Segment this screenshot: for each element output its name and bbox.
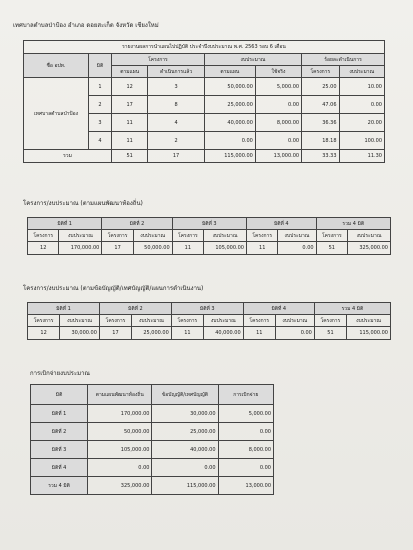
table-cell: 0.00 — [152, 459, 218, 477]
table-cell: 0.00 — [339, 96, 384, 114]
table-cell: 40,000.00 — [152, 441, 218, 459]
sub-header: งบประมาณ — [60, 315, 100, 327]
total-cell: 51 — [112, 150, 148, 163]
table-cell: 2 — [89, 96, 112, 114]
col-budget-plan: ตามแผน — [204, 66, 255, 78]
sub-header: โครงการ — [102, 230, 133, 242]
table-cell: 18.18 — [302, 132, 339, 150]
table-cell: 105,000.00 — [88, 441, 152, 459]
sub-header: โครงการ — [171, 315, 203, 327]
sub-header: โครงการ — [28, 230, 59, 242]
row-label: มิติที่ 2 — [31, 423, 88, 441]
table-cell: 2 — [148, 132, 205, 150]
table-cell: 17 — [99, 327, 131, 340]
table-cell: 50,000.00 — [133, 242, 172, 255]
table-cell: 47.06 — [302, 96, 339, 114]
col-quarter: มิติ — [89, 54, 112, 78]
sub-header: โครงการ — [172, 230, 203, 242]
sub-header: งบประมาณ — [278, 230, 316, 242]
total-cell: 13,000.00 — [255, 150, 301, 163]
document-header: เทศบาลตำบลป่าป้อง อำเภอ ดอยสะเก็ด จังหวัด เชียงใหม่ — [13, 22, 159, 29]
row-label: มิติที่ 4 — [31, 459, 88, 477]
table-cell: 0.00 — [278, 242, 316, 255]
table-cell: 100.00 — [339, 132, 384, 150]
table-cell: 50,000.00 — [88, 423, 152, 441]
col-budget-actual: ใช้จริง — [255, 66, 301, 78]
table-cell: 17 — [112, 96, 148, 114]
sub-header: งบประมาณ — [347, 315, 391, 327]
row-label: รวม 4 มิติ — [31, 477, 88, 495]
table-cell: 105,000.00 — [204, 242, 247, 255]
table-cell: 8,000.00 — [255, 114, 301, 132]
table-cell: 11 — [112, 132, 148, 150]
table-cell: 170,000.00 — [88, 405, 152, 423]
table-cell: 0.00 — [275, 327, 314, 340]
sub-header: โครงการ — [243, 315, 275, 327]
table-cell: 25,000.00 — [204, 96, 255, 114]
col-spent: การเบิกจ่าย — [218, 385, 273, 405]
plan-budget-table — [27, 217, 391, 255]
table-cell: 11 — [171, 327, 203, 340]
table-cell: 0.00 — [204, 132, 255, 150]
col-pct-budget: งบประมาณ — [339, 66, 384, 78]
group-header: มิติที่ 3 — [171, 303, 243, 315]
section-heading-disbursement: การเบิกจ่ายงบประมาณ — [30, 370, 90, 377]
sub-header: โครงการ — [246, 230, 277, 242]
table-cell: 40,000.00 — [203, 327, 243, 340]
table-cell: 5,000.00 — [255, 78, 301, 96]
col-quarter: มิติ — [31, 385, 88, 405]
group-header: รวม 4 มิติ — [316, 218, 390, 230]
table-cell: 25,000.00 — [152, 423, 218, 441]
table-cell: 0.00 — [255, 96, 301, 114]
table-cell: 0.00 — [255, 132, 301, 150]
sub-header: งบประมาณ — [59, 230, 102, 242]
table-cell: 0.00 — [218, 423, 273, 441]
col-ordinance: ข้อบัญญัติ/เทศบัญญัติ — [152, 385, 218, 405]
table-cell: 40,000.00 — [204, 114, 255, 132]
col-budget: งบประมาณ — [204, 54, 301, 66]
table-cell: 12 — [28, 327, 60, 340]
table-cell: 8,000.00 — [218, 441, 273, 459]
table-cell: 20.00 — [339, 114, 384, 132]
table-cell: 0.00 — [218, 459, 273, 477]
table-cell: 51 — [316, 242, 347, 255]
table-cell: 1 — [89, 78, 112, 96]
col-org: ชื่อ อปท. — [24, 54, 89, 78]
table-cell: 4 — [148, 114, 205, 132]
table-cell: 325,000.00 — [88, 477, 152, 495]
sub-header: โครงการ — [316, 230, 347, 242]
col-plan: ตามแผน — [112, 66, 148, 78]
col-plan: ตามแผนพัฒนาท้องถิ่น — [88, 385, 152, 405]
col-done: ดำเนินการแล้ว — [148, 66, 205, 78]
table-cell: 8 — [148, 96, 205, 114]
table-cell: 11 — [172, 242, 203, 255]
table-cell: 17 — [102, 242, 133, 255]
total-cell: 11.30 — [339, 150, 384, 163]
table-cell: 30,000.00 — [152, 405, 218, 423]
performance-report-table — [23, 40, 385, 163]
sub-header: โครงการ — [99, 315, 131, 327]
table-cell: 12 — [28, 242, 59, 255]
group-header: มิติที่ 1 — [28, 303, 100, 315]
group-header: มิติที่ 4 — [246, 218, 316, 230]
table-cell: 10.00 — [339, 78, 384, 96]
group-header: มิติที่ 2 — [102, 218, 172, 230]
table-cell: 3 — [89, 114, 112, 132]
total-cell: 115,000.00 — [204, 150, 255, 163]
table-cell: 11 — [246, 242, 277, 255]
row-label: มิติที่ 1 — [31, 405, 88, 423]
ordinance-budget-table — [27, 302, 391, 340]
group-header: มิติที่ 2 — [99, 303, 171, 315]
table-cell: 5,000.00 — [218, 405, 273, 423]
sub-header: งบประมาณ — [348, 230, 391, 242]
sub-header: งบประมาณ — [203, 315, 243, 327]
group-header: มิติที่ 3 — [172, 218, 246, 230]
disbursement-table — [30, 384, 274, 495]
table-cell: 13,000.00 — [218, 477, 273, 495]
total-cell: 17 — [148, 150, 205, 163]
table-cell: 11 — [243, 327, 275, 340]
total-cell: 33.33 — [302, 150, 339, 163]
table-cell: 12 — [112, 78, 148, 96]
section-heading-plan: โครงการ/งบประมาณ (ตามแผนพัฒนาท้องถิ่น) — [23, 200, 143, 207]
table-cell: 30,000.00 — [60, 327, 100, 340]
group-header: รวม 4 มิติ — [314, 303, 390, 315]
table-cell: 50,000.00 — [204, 78, 255, 96]
table-cell: 325,000.00 — [348, 242, 391, 255]
col-percent: ร้อยละดำเนินการ — [302, 54, 385, 66]
col-pct-proj: โครงการ — [302, 66, 339, 78]
group-header: มิติที่ 1 — [28, 218, 102, 230]
report-title: รายงานผลการนำแผนไปปฏิบัติ ประจำปีงบประมาณ พ.ศ. 2563 รอบ 6 เดือน — [24, 41, 385, 54]
sub-header: งบประมาณ — [204, 230, 247, 242]
table-cell: 115,000.00 — [347, 327, 391, 340]
col-projects: โครงการ — [112, 54, 205, 66]
sub-header: งบประมาณ — [132, 315, 172, 327]
table-cell: 3 — [148, 78, 205, 96]
table-cell: 25.00 — [302, 78, 339, 96]
table-cell: 51 — [314, 327, 346, 340]
sub-header: โครงการ — [28, 315, 60, 327]
org-name: เทศบาลตำบลป่าป้อง — [24, 78, 89, 150]
sub-header: งบประมาณ — [133, 230, 172, 242]
row-label: มิติที่ 3 — [31, 441, 88, 459]
table-cell: 36.36 — [302, 114, 339, 132]
table-cell: 115,000.00 — [152, 477, 218, 495]
table-cell: 4 — [89, 132, 112, 150]
table-cell: 11 — [112, 114, 148, 132]
table-cell: 25,000.00 — [132, 327, 172, 340]
group-header: มิติที่ 4 — [243, 303, 314, 315]
table-cell: 170,000.00 — [59, 242, 102, 255]
sub-header: โครงการ — [314, 315, 346, 327]
table-cell: 0.00 — [88, 459, 152, 477]
sub-header: งบประมาณ — [275, 315, 314, 327]
section-heading-ordinance: โครงการ/งบประมาณ (ตามข้อบัญญัติ/เทศบัญญัติ/แผนการดำเนินงาน) — [23, 285, 204, 292]
total-label: รวม — [24, 150, 112, 163]
